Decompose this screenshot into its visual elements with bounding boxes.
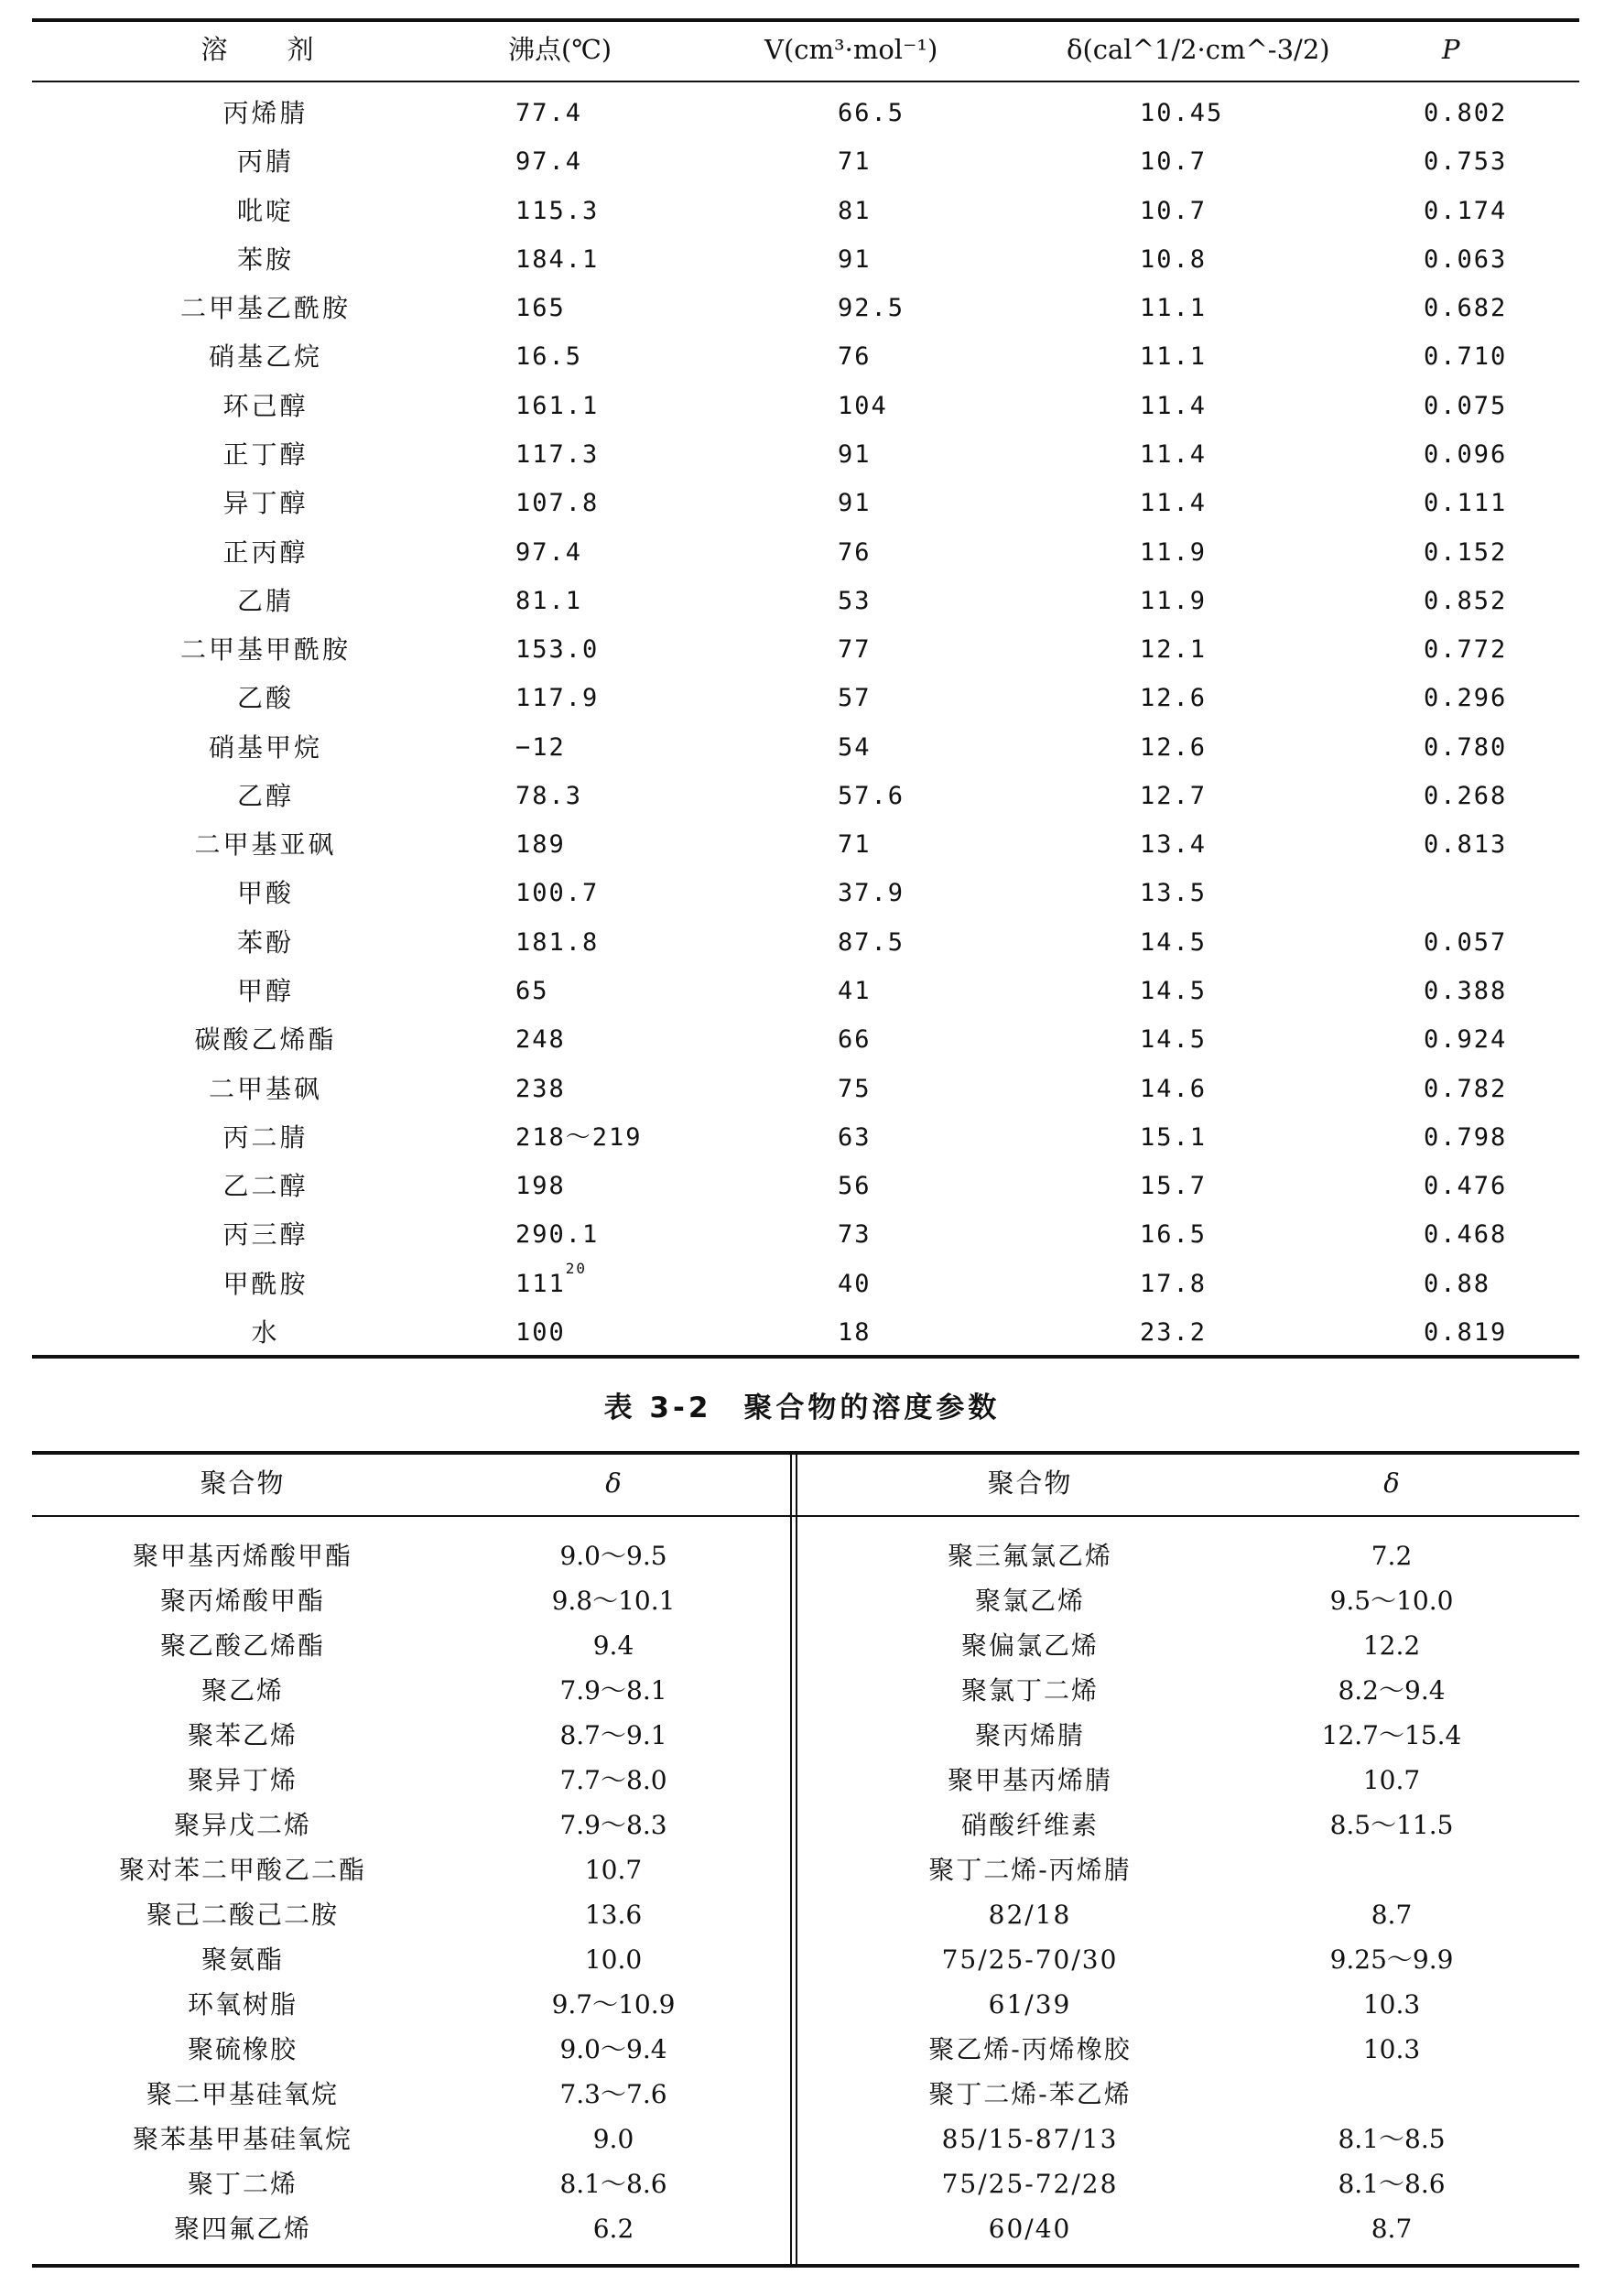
table-row bbox=[32, 2206, 1579, 2251]
table-row bbox=[32, 1937, 1579, 1982]
solubility-parameter: 11.9 bbox=[1140, 538, 1208, 567]
molar-volume: 71 bbox=[838, 830, 872, 859]
boiling-point: $111^{20}$ bbox=[515, 1260, 588, 1298]
molar-volume: 53 bbox=[838, 587, 872, 615]
boiling-point: 77.4 bbox=[515, 99, 583, 127]
boiling-point: 189 bbox=[515, 830, 566, 859]
solubility-parameter-left: 7.7～8.0 bbox=[559, 1765, 667, 1795]
solvent-name: 乙二醇 bbox=[222, 1171, 309, 1201]
solubility-parameter: 11.4 bbox=[1140, 392, 1208, 420]
polarity-fraction: 0.268 bbox=[1424, 782, 1508, 810]
molar-volume: 56 bbox=[838, 1172, 872, 1200]
molar-volume: 81 bbox=[838, 197, 872, 225]
polymer-name-left: 聚异戊二烯 bbox=[173, 1810, 311, 1840]
polarity-fraction: 0.111 bbox=[1424, 489, 1508, 517]
solvent-name: 甲醇 bbox=[236, 976, 294, 1006]
solvent-name: 环己醇 bbox=[222, 391, 309, 421]
polymer-name-right: 聚甲基丙烯腈 bbox=[947, 1765, 1112, 1795]
temperature-superscript: 20 bbox=[565, 1260, 588, 1277]
solubility-parameter-right: 7.2 bbox=[1371, 1541, 1413, 1571]
polymer-name-left: 聚乙烯 bbox=[200, 1675, 284, 1706]
molar-volume: 91 bbox=[838, 440, 872, 469]
solubility-parameter: 14.5 bbox=[1140, 928, 1208, 957]
molar-volume: 73 bbox=[838, 1220, 872, 1249]
polymer-table bbox=[32, 1451, 1579, 2275]
solubility-parameter-right bbox=[1241, 1847, 1543, 1892]
molar-volume: 92.5 bbox=[838, 294, 905, 322]
boiling-point: 198 bbox=[515, 1172, 566, 1200]
boiling-point: 81.1 bbox=[515, 587, 583, 615]
polarity-fraction: 0.682 bbox=[1424, 294, 1508, 322]
table-row bbox=[32, 1623, 1579, 1668]
solubility-parameter-right: 8.1～8.6 bbox=[1338, 2169, 1446, 2199]
solvent-name: 丙三醇 bbox=[222, 1219, 309, 1250]
solubility-parameter: 16.5 bbox=[1140, 1220, 1208, 1249]
polymer-name-right: 聚氯丁二烯 bbox=[960, 1675, 1099, 1706]
solubility-parameter-right: 12.7～15.4 bbox=[1321, 1720, 1462, 1750]
table-row bbox=[32, 1578, 1579, 1623]
solubility-parameter-left: 9.0～9.5 bbox=[559, 1541, 667, 1571]
molar-volume: 63 bbox=[838, 1123, 872, 1152]
molar-volume: 40 bbox=[838, 1270, 872, 1298]
solubility-parameter-right: 9.25～9.9 bbox=[1329, 1944, 1454, 1975]
solvent-name: 乙酸 bbox=[236, 683, 294, 713]
table-row bbox=[32, 138, 1579, 186]
solubility-parameter: 11.1 bbox=[1140, 342, 1208, 371]
solubility-parameter: 15.7 bbox=[1140, 1172, 1208, 1200]
table-row bbox=[32, 919, 1579, 967]
solubility-parameter: 12.6 bbox=[1140, 733, 1208, 762]
boiling-point: 161.1 bbox=[515, 392, 600, 420]
table-row bbox=[32, 1892, 1579, 1937]
polarity-fraction: 0.819 bbox=[1424, 1318, 1508, 1347]
table-header bbox=[32, 18, 1579, 81]
table-row bbox=[32, 90, 1579, 137]
polymer-name-right: 聚氯乙烯 bbox=[974, 1586, 1085, 1616]
table-row bbox=[32, 285, 1579, 332]
solvent-name: 乙醇 bbox=[236, 781, 294, 811]
polarity-fraction: 0.075 bbox=[1424, 392, 1508, 420]
solvent-name: 正丁醇 bbox=[222, 439, 309, 470]
molar-volume: 41 bbox=[838, 977, 872, 1005]
polymer-name-right: 聚乙烯-丙烯橡胶 bbox=[928, 2034, 1132, 2064]
polymer-name-right: 82/18 bbox=[988, 1900, 1072, 1930]
solubility-parameter: 23.2 bbox=[1140, 1318, 1208, 1347]
polymer-name-right: 75/25-70/30 bbox=[941, 1944, 1119, 1975]
solvent-name: 吡啶 bbox=[236, 196, 294, 226]
solubility-parameter: 10.45 bbox=[1140, 99, 1224, 127]
header-delta-left: δ bbox=[605, 1467, 622, 1499]
boiling-point: 78.3 bbox=[515, 782, 583, 810]
solubility-parameter-right: 12.2 bbox=[1362, 1630, 1421, 1661]
polymer-name-left: 聚对苯二甲酸乙二酯 bbox=[118, 1855, 366, 1885]
solvent-name: 硝基乙烷 bbox=[208, 341, 322, 372]
boiling-point: 107.8 bbox=[515, 489, 600, 517]
solubility-parameter-left: 9.7～10.9 bbox=[551, 1989, 676, 2020]
polymer-name-right: 聚丙烯腈 bbox=[974, 1720, 1085, 1750]
solvent-name: 碳酸乙烯酯 bbox=[194, 1024, 337, 1055]
polarity-fraction: 0.174 bbox=[1424, 197, 1508, 225]
table-row bbox=[32, 1114, 1579, 1162]
table-row bbox=[32, 724, 1579, 772]
table-row bbox=[32, 1066, 1579, 1113]
polarity-fraction: 0.152 bbox=[1424, 538, 1508, 567]
polarity-fraction: 0.388 bbox=[1424, 977, 1508, 1005]
solubility-parameter-left: 7.9～8.1 bbox=[559, 1675, 667, 1706]
table-row bbox=[32, 236, 1579, 284]
polymer-name-right: 61/39 bbox=[988, 1989, 1072, 2020]
polymer-name-left: 聚甲基丙烯酸甲酯 bbox=[132, 1541, 352, 1571]
boiling-point: 117.3 bbox=[515, 440, 600, 469]
molar-volume: 54 bbox=[838, 733, 872, 762]
solvent-name: 二甲基乙酰胺 bbox=[179, 293, 351, 323]
solubility-parameter-left: 10.7 bbox=[584, 1855, 643, 1885]
boiling-point: −12 bbox=[515, 733, 566, 762]
polarity-fraction: 0.802 bbox=[1424, 99, 1508, 127]
polarity-fraction: 0.924 bbox=[1424, 1025, 1508, 1054]
polarity-fraction: 0.852 bbox=[1424, 587, 1508, 615]
boiling-point: 100.7 bbox=[515, 879, 600, 907]
molar-volume: 87.5 bbox=[838, 928, 905, 957]
table-row bbox=[32, 2072, 1579, 2117]
solvent-name: 甲酰胺 bbox=[222, 1269, 309, 1299]
solubility-parameter-left: 9.8～10.1 bbox=[551, 1586, 676, 1616]
molar-volume: 104 bbox=[838, 392, 888, 420]
molar-volume: 91 bbox=[838, 489, 872, 517]
polarity-fraction: 0.476 bbox=[1424, 1172, 1508, 1200]
solubility-parameter: 13.4 bbox=[1140, 830, 1208, 859]
table-row bbox=[32, 529, 1579, 577]
solvent-name: 丙腈 bbox=[236, 146, 294, 177]
solvent-name: 丙二腈 bbox=[222, 1122, 309, 1153]
table-row bbox=[32, 480, 1579, 527]
molar-volume: 77 bbox=[838, 635, 872, 664]
solubility-parameter-right: 8.7 bbox=[1371, 1900, 1413, 1930]
molar-volume: 75 bbox=[838, 1075, 872, 1103]
solubility-parameter: 14.5 bbox=[1140, 1025, 1208, 1054]
polymer-name-right: 聚偏氯乙烯 bbox=[960, 1630, 1099, 1661]
table-row bbox=[32, 1261, 1579, 1308]
polymer-name-right: 硝酸纤维素 bbox=[960, 1810, 1099, 1840]
polarity-fraction: 0.772 bbox=[1424, 635, 1508, 664]
table-row bbox=[32, 1847, 1579, 1892]
molar-volume: 66 bbox=[838, 1025, 872, 1054]
polymer-name-left: 聚二甲基硅氧烷 bbox=[146, 2079, 339, 2109]
table-row bbox=[32, 1309, 1579, 1357]
solvent-name: 水 bbox=[251, 1317, 280, 1348]
header-boiling-point: 沸点(℃) bbox=[508, 34, 612, 65]
molar-volume: 66.5 bbox=[838, 99, 905, 127]
boiling-point: 115.3 bbox=[515, 197, 600, 225]
solubility-parameter: 11.4 bbox=[1140, 489, 1208, 517]
solvent-name: 硝基甲烷 bbox=[208, 732, 322, 763]
table-row bbox=[32, 1668, 1579, 1713]
table-row bbox=[32, 431, 1579, 479]
table-row bbox=[32, 2161, 1579, 2206]
header-polymer-right: 聚合物 bbox=[987, 1467, 1073, 1499]
polarity-fraction: 0.88 bbox=[1424, 1270, 1491, 1298]
solubility-parameter-left: 7.9～8.3 bbox=[559, 1810, 667, 1840]
table-row bbox=[32, 1163, 1579, 1210]
polarity-fraction bbox=[1424, 870, 1552, 917]
table-row bbox=[32, 1713, 1579, 1758]
solubility-parameter: 13.5 bbox=[1140, 879, 1208, 907]
polymer-name-right: 聚三氟氯乙烯 bbox=[947, 1541, 1112, 1571]
polymer-name-left: 聚丙烯酸甲酯 bbox=[159, 1586, 325, 1616]
molar-volume: 76 bbox=[838, 538, 872, 567]
polarity-fraction: 0.096 bbox=[1424, 440, 1508, 469]
header-solubility-parameter: δ(cal^1/2·cm^-3/2) bbox=[1067, 34, 1330, 65]
boiling-point: 218～219 bbox=[515, 1123, 643, 1152]
polymer-name-left: 聚异丁烯 bbox=[187, 1765, 298, 1795]
solubility-parameter: 11.9 bbox=[1140, 587, 1208, 615]
solubility-parameter-right: 8.5～11.5 bbox=[1329, 1810, 1454, 1840]
boiling-point: 97.4 bbox=[515, 538, 583, 567]
header-molar-volume: V(cm³·mol⁻¹) bbox=[764, 34, 938, 65]
table-row bbox=[32, 1016, 1579, 1064]
solubility-parameter-left: 9.4 bbox=[592, 1630, 634, 1661]
polymer-name-left: 环氧树脂 bbox=[187, 1989, 298, 2020]
polymer-name-left: 聚氨酯 bbox=[200, 1944, 284, 1975]
table-header-rule bbox=[32, 1515, 1579, 1517]
polarity-fraction: 0.468 bbox=[1424, 1220, 1508, 1249]
table-row bbox=[32, 333, 1579, 381]
solubility-parameter-left: 9.0 bbox=[592, 2124, 634, 2154]
table-row bbox=[32, 188, 1579, 235]
molar-volume: 37.9 bbox=[838, 879, 905, 907]
table-row bbox=[32, 1758, 1579, 1803]
polymer-name-right: 85/15-87/13 bbox=[941, 2124, 1119, 2154]
solvent-name: 正丙醇 bbox=[222, 537, 309, 568]
header-polarity: P bbox=[1442, 34, 1460, 65]
boiling-point: 184.1 bbox=[515, 245, 600, 274]
solvent-name: 异丁醇 bbox=[222, 488, 309, 518]
solvent-name: 乙腈 bbox=[236, 586, 294, 616]
solubility-parameter-left: 8.1～8.6 bbox=[559, 2169, 667, 2199]
table-row bbox=[32, 383, 1579, 430]
table-header bbox=[32, 1451, 1579, 1515]
polarity-fraction: 0.798 bbox=[1424, 1123, 1508, 1152]
solvent-name: 甲酸 bbox=[236, 878, 294, 908]
polarity-fraction: 0.813 bbox=[1424, 830, 1508, 859]
header-solvent: 溶 剂 bbox=[200, 34, 331, 65]
polymer-name-left: 聚丁二烯 bbox=[187, 2169, 298, 2199]
solvent-name: 苯酚 bbox=[236, 927, 294, 958]
solubility-parameter-right: 8.2～9.4 bbox=[1338, 1675, 1446, 1706]
polymer-name-left: 聚己二酸己二胺 bbox=[146, 1900, 339, 1930]
table-caption: 表 3-2 聚合物的溶度参数 bbox=[603, 1392, 1001, 1424]
polymer-name-right: 60/40 bbox=[988, 2214, 1072, 2244]
polymer-name-right: 聚丁二烯-丙烯腈 bbox=[928, 1855, 1132, 1885]
table-row bbox=[32, 821, 1579, 869]
table-row bbox=[32, 968, 1579, 1015]
boiling-point: 165 bbox=[515, 294, 566, 322]
polymer-name-left: 聚乙酸乙烯酯 bbox=[159, 1630, 325, 1661]
molar-volume: 91 bbox=[838, 245, 872, 274]
solubility-parameter-right bbox=[1241, 2072, 1543, 2117]
table-row bbox=[32, 1533, 1579, 1578]
header-polymer-left: 聚合物 bbox=[200, 1467, 286, 1499]
table-row bbox=[32, 578, 1579, 625]
molar-volume: 71 bbox=[838, 147, 872, 176]
table-row bbox=[32, 2117, 1579, 2161]
boiling-point: 238 bbox=[515, 1075, 566, 1103]
boiling-point: 117.9 bbox=[515, 684, 600, 712]
polymer-name-left: 聚硫橡胶 bbox=[187, 2034, 298, 2064]
solvent-name: 苯胺 bbox=[236, 244, 294, 275]
boiling-point: 290.1 bbox=[515, 1220, 600, 1249]
solvent-name: 二甲基砜 bbox=[208, 1074, 322, 1104]
solubility-parameter-left: 10.0 bbox=[584, 1944, 643, 1975]
solubility-parameter-left: 6.2 bbox=[592, 2214, 634, 2244]
table-row bbox=[32, 1982, 1579, 2027]
solubility-parameter: 12.1 bbox=[1140, 635, 1208, 664]
polarity-fraction: 0.753 bbox=[1424, 147, 1508, 176]
solubility-parameter: 10.7 bbox=[1140, 197, 1208, 225]
solubility-parameter: 11.4 bbox=[1140, 440, 1208, 469]
boiling-point: 65 bbox=[515, 977, 549, 1005]
solvent-name: 二甲基亚砜 bbox=[194, 829, 337, 860]
solubility-parameter-left: 7.3～7.6 bbox=[559, 2079, 667, 2109]
solubility-parameter: 11.1 bbox=[1140, 294, 1208, 322]
solubility-parameter-right: 9.5～10.0 bbox=[1329, 1586, 1454, 1616]
table-row bbox=[32, 1211, 1579, 1259]
solvent-name: 二甲基甲酰胺 bbox=[179, 634, 351, 665]
molar-volume: 57 bbox=[838, 684, 872, 712]
table-row bbox=[32, 870, 1579, 917]
polymer-name-left: 聚苯乙烯 bbox=[187, 1720, 298, 1750]
solubility-parameter-right: 10.3 bbox=[1362, 1989, 1421, 2020]
table-row bbox=[32, 626, 1579, 674]
solubility-parameter-right: 10.3 bbox=[1362, 2034, 1421, 2064]
solubility-parameter-left: 13.6 bbox=[584, 1900, 643, 1930]
solubility-parameter: 17.8 bbox=[1140, 1270, 1208, 1298]
solubility-parameter: 12.7 bbox=[1140, 782, 1208, 810]
solubility-parameter-right: 8.7 bbox=[1371, 2214, 1413, 2244]
molar-volume: 76 bbox=[838, 342, 872, 371]
boiling-point: 97.4 bbox=[515, 147, 583, 176]
solubility-parameter: 14.5 bbox=[1140, 977, 1208, 1005]
molar-volume: 57.6 bbox=[838, 782, 905, 810]
header-delta-right: δ bbox=[1383, 1467, 1400, 1499]
boiling-point: 100 bbox=[515, 1318, 566, 1347]
polarity-fraction: 0.063 bbox=[1424, 245, 1508, 274]
solubility-parameter: 10.7 bbox=[1140, 147, 1208, 176]
boiling-point: 153.0 bbox=[515, 635, 600, 664]
solubility-parameter-left: 8.7～9.1 bbox=[559, 1720, 667, 1750]
solvent-name: 丙烯腈 bbox=[222, 98, 309, 128]
table-row bbox=[32, 675, 1579, 722]
polarity-fraction: 0.296 bbox=[1424, 684, 1508, 712]
solubility-parameter: 14.6 bbox=[1140, 1075, 1208, 1103]
solubility-parameter-right: 10.7 bbox=[1362, 1765, 1421, 1795]
polarity-fraction: 0.057 bbox=[1424, 928, 1508, 957]
polymer-name-right: 75/25-72/28 bbox=[941, 2169, 1119, 2199]
boiling-point: 248 bbox=[515, 1025, 566, 1054]
polarity-fraction: 0.782 bbox=[1424, 1075, 1508, 1103]
table-header-rule bbox=[32, 81, 1579, 82]
polarity-fraction: 0.710 bbox=[1424, 342, 1508, 371]
table-row bbox=[32, 1803, 1579, 1847]
molar-volume: 18 bbox=[838, 1318, 872, 1347]
table-row bbox=[32, 773, 1579, 820]
solubility-parameter-right: 8.1～8.5 bbox=[1338, 2124, 1446, 2154]
table-row bbox=[32, 2027, 1579, 2072]
solubility-parameter: 10.8 bbox=[1140, 245, 1208, 274]
boiling-point: 181.8 bbox=[515, 928, 600, 957]
table-bottom-rule bbox=[32, 1355, 1579, 1359]
polymer-name-left: 聚苯基甲基硅氧烷 bbox=[132, 2124, 352, 2154]
table-bottom-rule bbox=[32, 2264, 1579, 2268]
solubility-parameter-left: 9.0～9.4 bbox=[559, 2034, 667, 2064]
boiling-point: 16.5 bbox=[515, 342, 583, 371]
solubility-parameter: 15.1 bbox=[1140, 1123, 1208, 1152]
polarity-fraction: 0.780 bbox=[1424, 733, 1508, 762]
solubility-parameter: 12.6 bbox=[1140, 684, 1208, 712]
polymer-name-left: 聚四氟乙烯 bbox=[173, 2214, 311, 2244]
polymer-name-right: 聚丁二烯-苯乙烯 bbox=[928, 2079, 1132, 2109]
